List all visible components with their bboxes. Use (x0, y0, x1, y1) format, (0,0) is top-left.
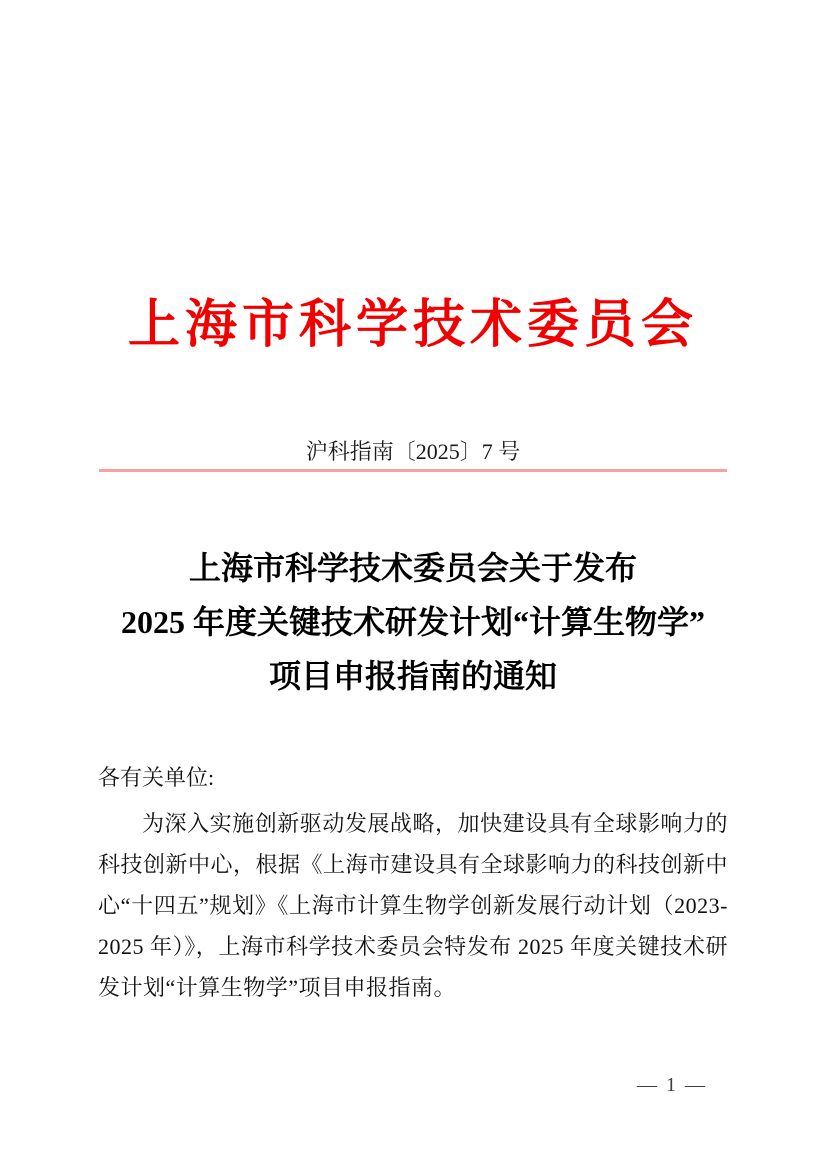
letterhead-divider-rule (99, 469, 727, 472)
notice-title-line-2: 2025 年度关键技术研发计划“计算生物学” (120, 604, 705, 640)
page-number: — 1 — (637, 1074, 707, 1096)
salutation: 各有关单位: (98, 765, 215, 790)
notice-title-line-1: 上海市科学技术委员会关于发布 (188, 550, 637, 586)
document-number: 沪科指南〔2025〕7 号 (305, 439, 521, 464)
letterhead-org-name: 上海市科学技术委员会 (127, 297, 698, 354)
body-paragraph: 为深入实施创新驱动发展战略，加快建设具有全球影响力的科技创新中心，根据《上海市建设具有全球影响力的科技创新中心“十四五”规划》《上海市计算生物学创新发展行动计划（2023-2025 年）》，上海市科学技术委员会特发布 2025 年度关键技术研发计划“计算生物学”项目申报指南。 (98, 811, 729, 1000)
notice-title (60, 541, 766, 703)
document-body (98, 757, 728, 1008)
notice-title-line-3: 项目申报指南的通知 (268, 658, 557, 694)
